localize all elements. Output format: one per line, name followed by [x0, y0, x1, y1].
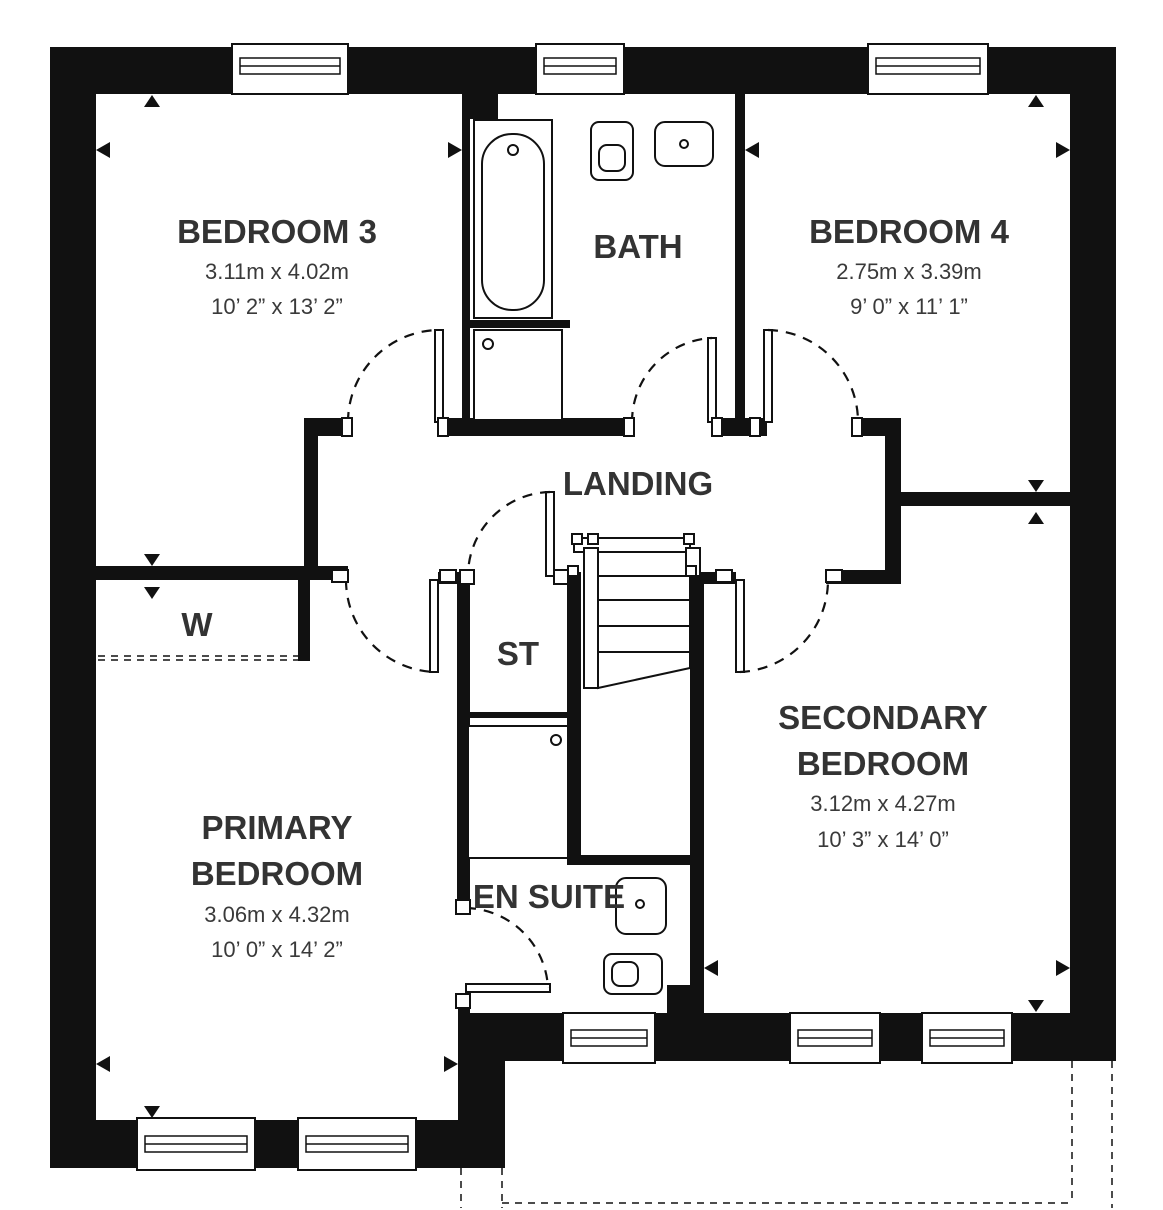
window-ensuite — [563, 1013, 655, 1063]
window-bedroom4 — [868, 44, 988, 94]
window-primary-1 — [137, 1118, 255, 1170]
shower-tray-ensuite — [468, 726, 568, 858]
primary-imperial: 10’ 0” x 14’ 2” — [211, 937, 343, 962]
bedroom3-name: BEDROOM 3 — [177, 213, 377, 250]
bedroom3-metric: 3.11m x 4.02m — [205, 259, 349, 284]
store-name: ST — [496, 635, 540, 672]
bedroom3-imperial: 10’ 2” x 13’ 2” — [211, 294, 343, 319]
bath-fixtures — [470, 120, 713, 420]
window-secondary-2 — [922, 1013, 1012, 1063]
primary-name-line2: BEDROOM — [190, 855, 364, 892]
bedroom4-name: BEDROOM 4 — [809, 213, 1009, 250]
window-bath — [536, 44, 624, 94]
secondary-imperial: 10’ 3” x 14’ 0” — [817, 827, 949, 852]
secondary-metric: 3.12m x 4.27m — [810, 791, 956, 816]
bedroom4-imperial: 9’ 0” x 11’ 1” — [850, 294, 968, 319]
primary-name-line1: PRIMARY — [201, 809, 353, 846]
bath-name: BATH — [593, 228, 683, 265]
window-primary-2 — [298, 1118, 416, 1170]
ensuite-name: EN SUITE — [472, 878, 626, 915]
secondary-name-line2: BEDROOM — [796, 745, 970, 782]
stairs — [568, 534, 700, 688]
porch-outline — [461, 1061, 1112, 1208]
secondary-name-line1: SECONDARY — [778, 699, 988, 736]
window-secondary-1 — [790, 1013, 880, 1063]
window-bedroom3 — [232, 44, 348, 94]
wardrobe-name: W — [181, 606, 213, 643]
bedroom4-metric: 2.75m x 3.39m — [836, 259, 982, 284]
landing-name: LANDING — [562, 465, 714, 502]
primary-metric: 3.06m x 4.32m — [204, 902, 350, 927]
